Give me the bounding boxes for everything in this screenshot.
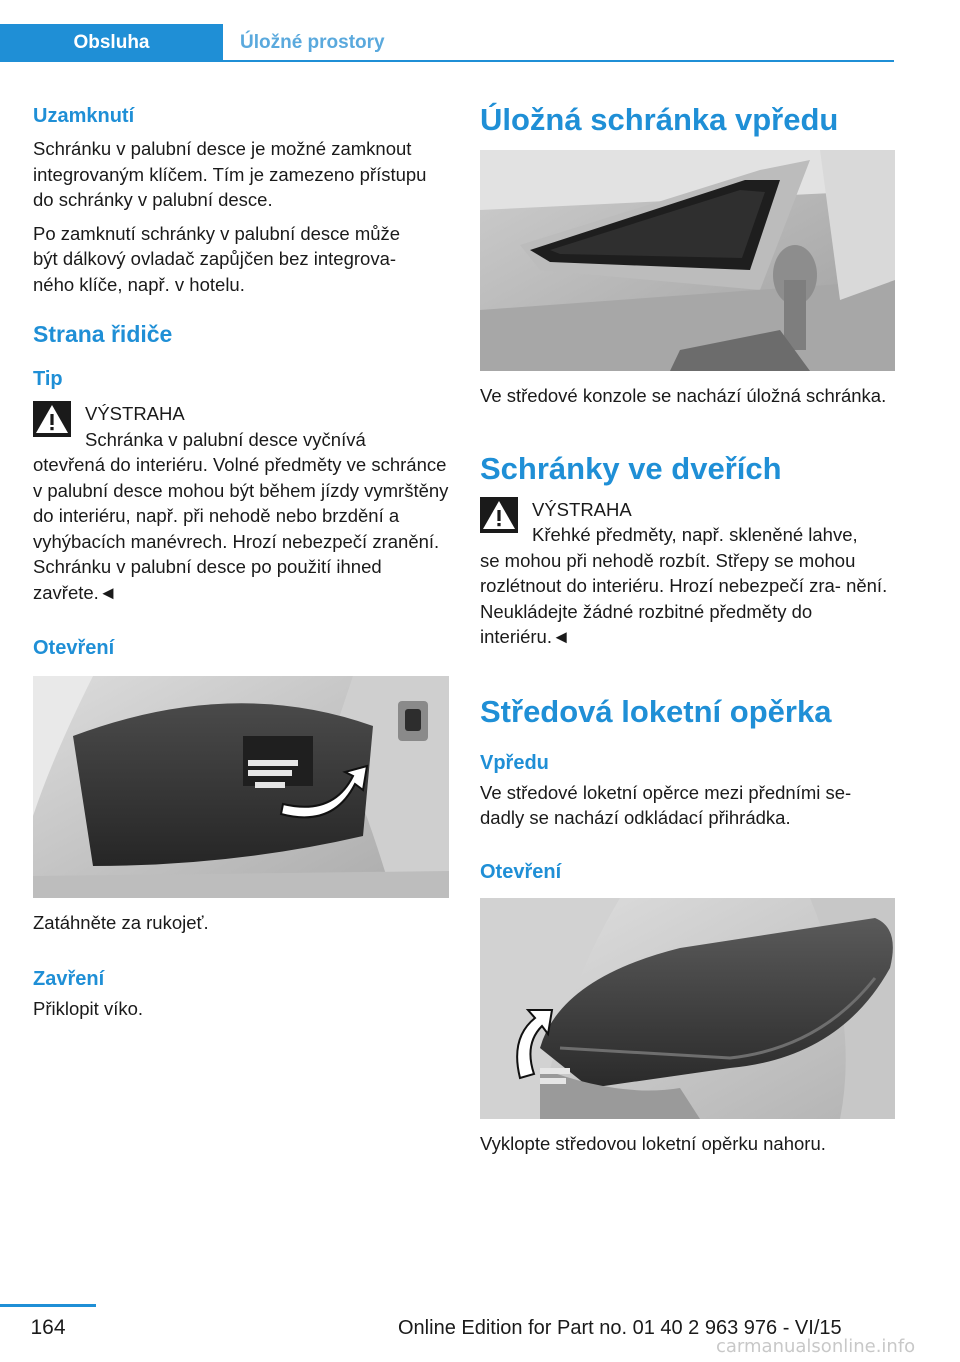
header-rule bbox=[223, 60, 894, 62]
heading-front-storage: Úložná schránka vpředu bbox=[480, 102, 839, 137]
heading-door-storage: Schránky ve dveřích bbox=[480, 450, 782, 486]
glovebox-photo bbox=[33, 676, 449, 898]
armrest-photo bbox=[480, 898, 895, 1119]
caption-front-storage: Ve středové konzole se nachází úložná schránka. bbox=[480, 385, 887, 406]
heading-front: Vpředu bbox=[480, 751, 549, 774]
paragraph-line: Po zamknutí schránky v palubní desce může bbox=[33, 222, 401, 244]
paragraph-lock-2 bbox=[33, 221, 449, 298]
console-storage-photo bbox=[480, 150, 895, 371]
warning-block bbox=[480, 497, 896, 650]
warning-triangle-icon bbox=[480, 497, 518, 533]
warning-label: VÝSTRAHA bbox=[85, 403, 185, 424]
left-column bbox=[33, 100, 449, 1021]
warning-text: otevřená do interiéru. Volné předměty ve schránce v palubní desce mohou být během jízdy vymrštěny do interiéru, např. při nehodě nebo brzdění a vyhýbacích manévrech. Hrozí nebezpečí zranění. Schránku v palubní desce po použití ihned zavřete.◄ bbox=[33, 454, 449, 603]
heading-lock: Uzamknutí bbox=[33, 105, 135, 127]
paragraph-line: být dálkový ovladač zapůjčen bez integrova‐ bbox=[33, 248, 397, 269]
right-column bbox=[480, 100, 896, 1156]
heading-open-armrest: Otevření bbox=[480, 860, 562, 883]
warning-block bbox=[33, 401, 449, 605]
warning-text-first: Schránka v palubní desce vyčnívá bbox=[85, 428, 366, 450]
watermark: carmanualsonline.info bbox=[716, 1336, 916, 1357]
page-number: 164 bbox=[30, 1316, 66, 1339]
warning-text: se mohou při nehodě rozbít. Střepy se mohou rozlétnout do interiéru. Hrozí nebezpečí zra‐ nění. Neukládejte žádné rozbitné předměty do interiéru.◄ bbox=[480, 549, 888, 647]
heading-driver-side: Strana řidiče bbox=[33, 321, 173, 347]
footer-rule bbox=[0, 1304, 96, 1307]
section-tab-subsection: Úložné prostory bbox=[240, 32, 385, 53]
heading-open: Otevření bbox=[33, 637, 115, 659]
caption-open: Zatáhněte za rukojeť. bbox=[33, 912, 209, 933]
paragraph-close: Přiklopit víko. bbox=[33, 997, 144, 1019]
paragraph-line: ného klíče, např. v hotelu. bbox=[33, 273, 245, 295]
heading-center-armrest: Středová loketní opěrka bbox=[480, 693, 832, 729]
warning-label: VÝSTRAHA bbox=[532, 498, 632, 520]
heading-tip: Tip bbox=[33, 368, 63, 390]
warning-text-first: Křehké předměty, např. skleněné lahve, bbox=[532, 524, 858, 545]
section-tab-active: Obsluha bbox=[0, 24, 223, 62]
edition-note: Online Edition for Part no. 01 40 2 963 976 - VI/15 bbox=[398, 1317, 842, 1339]
warning-triangle-icon bbox=[33, 401, 71, 437]
paragraph-armrest: Ve středové loketní opěrce mezi předními se‐ dadly se nachází odkládací přihrádka. bbox=[480, 781, 852, 828]
page-header bbox=[0, 0, 960, 62]
caption-armrest: Vyklopte středovou loketní opěrku nahoru. bbox=[480, 1132, 826, 1154]
paragraph-lock-1: Schránku v palubní desce je možné zamknout integrovaným klíčem. Tím je zamezeno přístupu do schránky v palubní desce. bbox=[33, 138, 427, 210]
heading-close: Zavření bbox=[33, 967, 105, 990]
